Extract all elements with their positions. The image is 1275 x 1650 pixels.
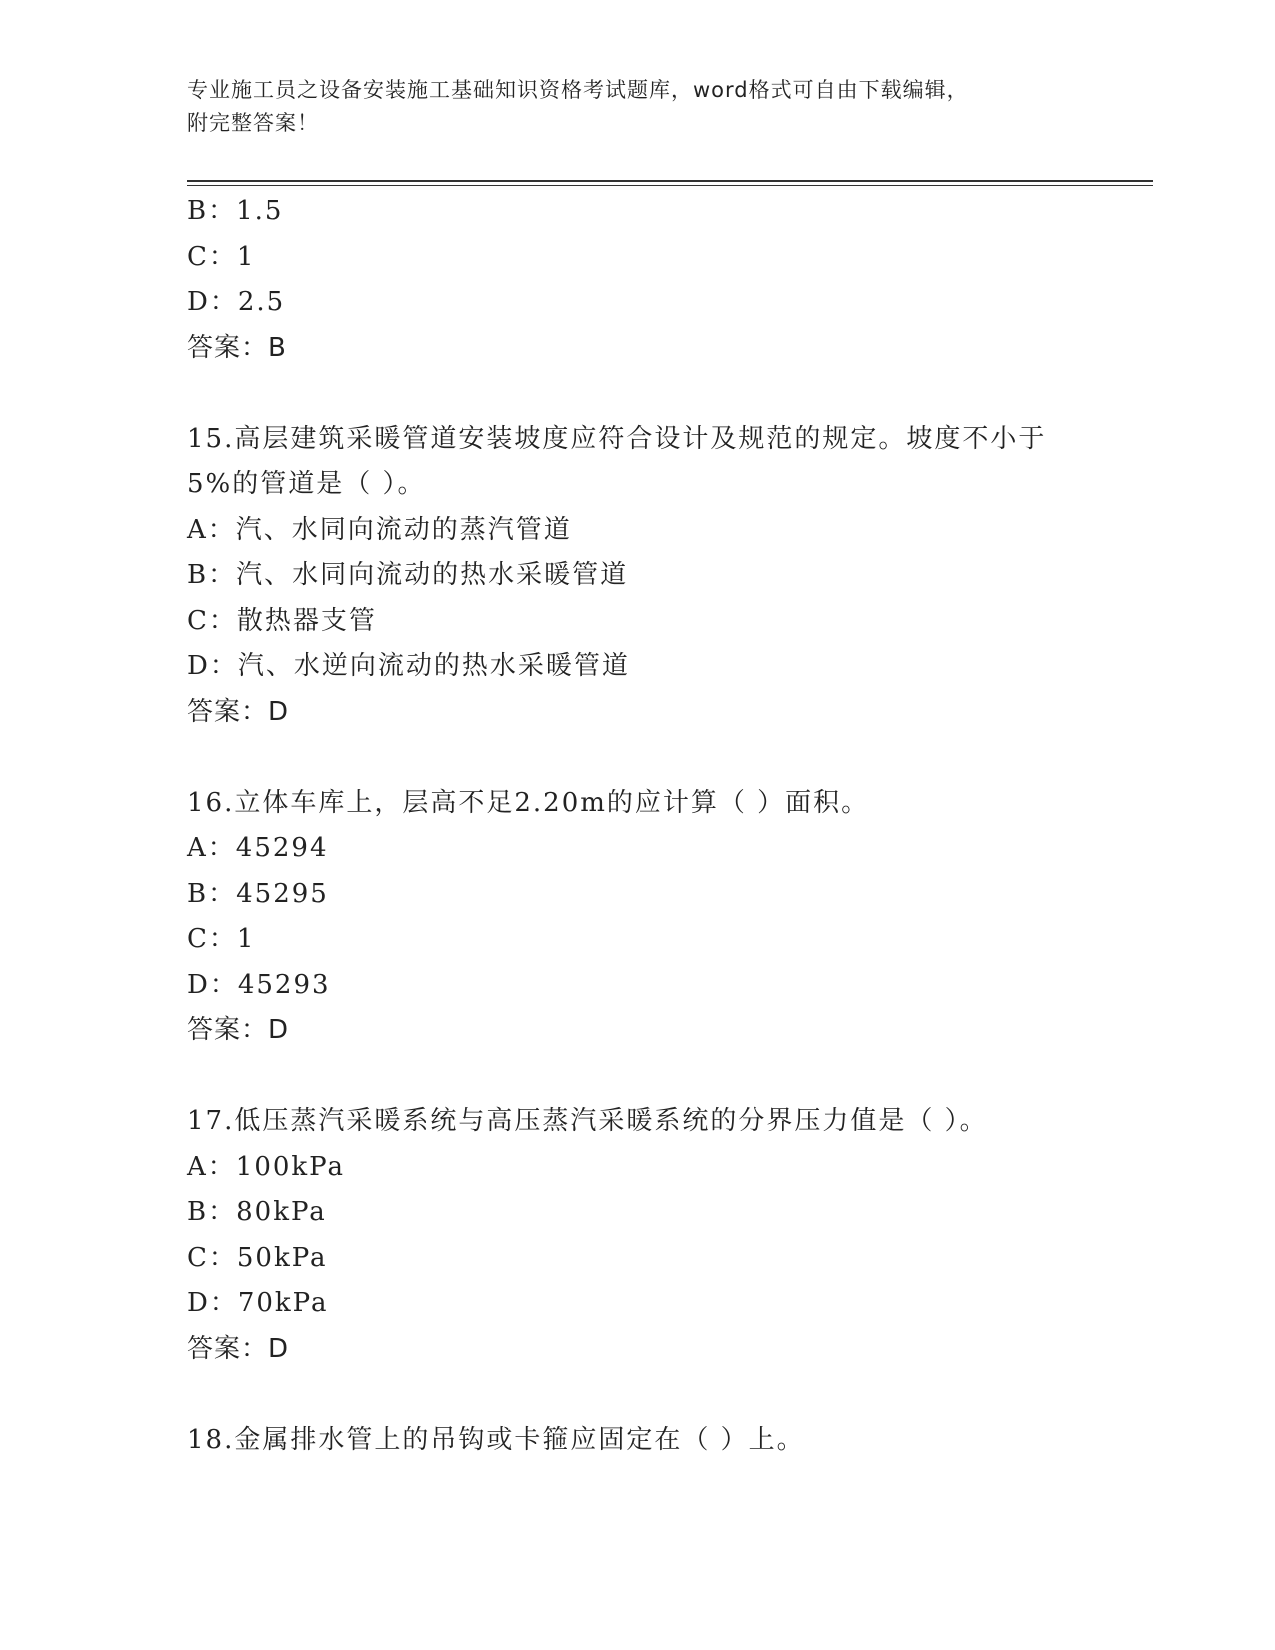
header-line-1: 专业施工员之设备安装施工基础知识资格考试题库，word格式可自由下载编辑， [187,78,969,102]
answer: 答案：D [187,696,290,727]
option-c: C：50kPa [187,1242,328,1273]
option-c: C：1 [187,924,256,954]
option-a: A：汽、水同向流动的蒸汽管道 [187,514,572,545]
option-d: D：汽、水逆向流动的热水采暖管道 [187,651,630,681]
answer: 答案：D [187,1333,290,1364]
spacer [187,1054,1127,1100]
option-c: C：散热器支管 [187,605,377,636]
answer: 答案：B [187,332,287,363]
question-14-continued [187,189,1127,371]
option-a: A：100kPa [187,1151,345,1182]
question-stem: 16.立体车库上，层高不足2.20m的应计算（ ）面积。 [187,787,870,818]
spacer [187,371,1127,417]
document-header [187,74,1067,140]
option-b: B：汽、水同向流动的热水采暖管道 [187,560,629,590]
option-d: D：70kPa [187,1288,329,1318]
option-b: B：1.5 [187,196,284,226]
header-divider-thin [187,185,1153,186]
question-stem: 18.金属排水管上的吊钩或卡箍应固定在（ ）上。 [187,1424,805,1455]
spacer [187,735,1127,781]
header-divider-thick [187,180,1153,182]
question-stem: 15.高层建筑采暖管道安装坡度应符合设计及规范的规定。坡度不小于 [187,423,1047,454]
option-c: C：1 [187,241,256,272]
question-list [187,189,1127,1463]
question-17 [187,1099,1127,1372]
option-a: A：45294 [187,833,329,863]
option-b: B：45295 [187,878,329,909]
option-d: D：2.5 [187,287,286,317]
option-d: D：45293 [187,969,331,1000]
answer: 答案：D [187,1015,290,1045]
question-stem-continued: 5%的管道是（ ）。 [187,469,426,499]
header-line-2: 附完整答案！ [187,111,319,135]
question-18 [187,1418,1127,1464]
question-16 [187,781,1127,1054]
question-stem: 17.低压蒸汽采暖系统与高压蒸汽采暖系统的分界压力值是（ ）。 [187,1106,988,1136]
spacer [187,1372,1127,1418]
option-b: B：80kPa [187,1197,327,1227]
question-15 [187,417,1127,736]
